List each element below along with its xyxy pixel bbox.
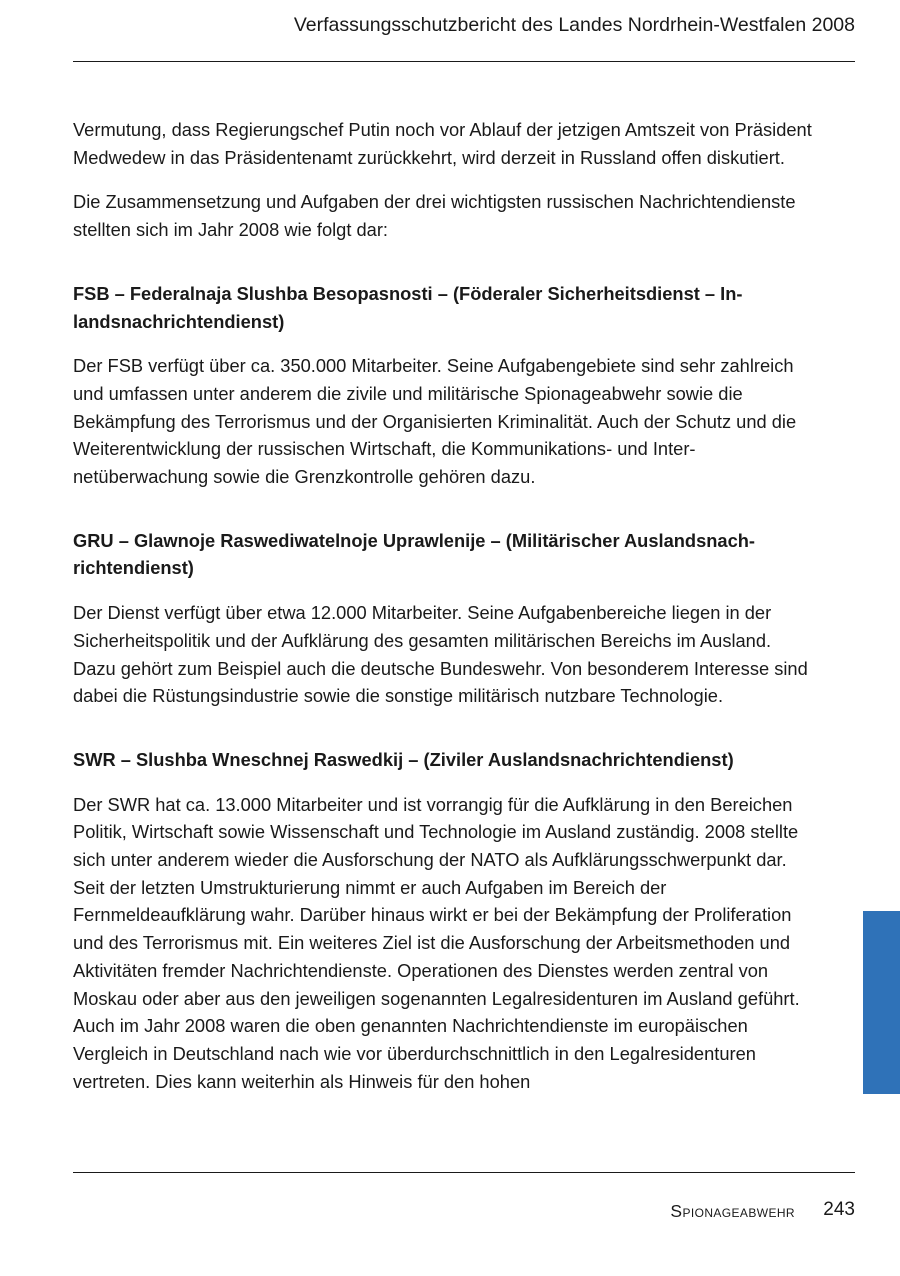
page-number: 243 — [823, 1199, 855, 1220]
section-heading-fsb: FSB – Federalnaja Slushba Besopasnosti – (Föderaler Sicherheitsdienst – Inlandsnachrichtendienst) — [73, 282, 743, 332]
section-text-swr: Der SWR hat ca. 13.000 Mitarbeiter und ist vorrangig für die Aufklärung in den Bereichen Politik, Wirtschaft sowie Wissenschaft und Technologie im Ausland zuständig. 2008 stellte sich unter anderem wieder die Ausforschung der NATO als Aufklärungsschwerpunkt dar. Seit der letzten Umstrukturierung nimmt er auch Aufgaben im Bereich der Fernmeldeaufklärung wahr. Darüber hinaus wirkt er bei der Bekämpfung der Proliferation und des Terrorismus mit. Ein weiteres Ziel ist die Ausforschung der Arbeitsmethoden und Aktivitäten fremder Nachrichtendienste. Operationen des Dienstes werden zentral von Moskau oder aber aus den jeweiligen sogenannten Legalresidenturen im Ausland geführt. Auch im Jahr 2008 waren die oben genannten Nachrichtendienste im europäischen Vergleich in Deutschland nach wie vor überdurchschnittlich in den Legalresidenturen vertreten. Dies kann weiterhin als Hinweis für den hohen — [73, 793, 800, 1092]
page-body — [73, 116, 813, 1095]
footer-divider — [73, 1172, 855, 1173]
section-heading-gru: GRU – Glawnoje Raswediwatelnoje Uprawlenije – (Militärischer Auslandsnachrichtendienst) — [73, 529, 756, 579]
chapter-thumb-tab — [863, 911, 900, 1094]
header-divider — [73, 61, 855, 62]
intro-paragraph: Vermutung, dass Regierungschef Putin noch vor Ablauf der jetzigen Amtszeit von Präsident Medwedew in das Präsidentenamt zurückkehrt, wird derzeit in Russland offen diskutiert. — [73, 119, 812, 168]
section-text-fsb: Der FSB verfügt über ca. 350.000 Mitarbeiter. Seine Aufgabengebiete sind sehr zahlreich und umfassen unter anderem die zivile und militärische Spionageabwehr sowie die Bekämpfung des Terrorismus und der Organisierten Kriminalität. Auch der Schutz und die Weiterentwicklung der russischen Wirtschaft, die Kommunikations- und Internetüberwachung sowie die Grenzkontrolle gehören dazu. — [73, 355, 797, 488]
running-header-title: Verfassungsschutzbericht des Landes Nordrhein-Westfalen 2008 — [293, 14, 855, 36]
overview-paragraph: Die Zusammensetzung und Aufgaben der drei wichtigsten russischen Nachrichtendienste stellten sich im Jahr 2008 wie folgt dar: — [73, 191, 796, 241]
section-text-gru: Der Dienst verfügt über etwa 12.000 Mitarbeiter. Seine Aufgabenbereiche liegen in der Sicherheitspolitik und der Aufklärung des gesamten militärischen Bereichs im Ausland. Dazu gehört zum Beispiel auch die deutsche Bundeswehr. Von besonderem Interesse sind dabei die Rüstungsindustrie sowie die sonstige militärisch nutzbare Technologie. — [73, 602, 808, 707]
footer-section-name: Spionageabwehr — [670, 1201, 795, 1221]
section-heading-swr: SWR – Slushba Wneschnej Raswedkij – (Ziviler Auslandsnachrichtendienst) — [73, 748, 734, 770]
